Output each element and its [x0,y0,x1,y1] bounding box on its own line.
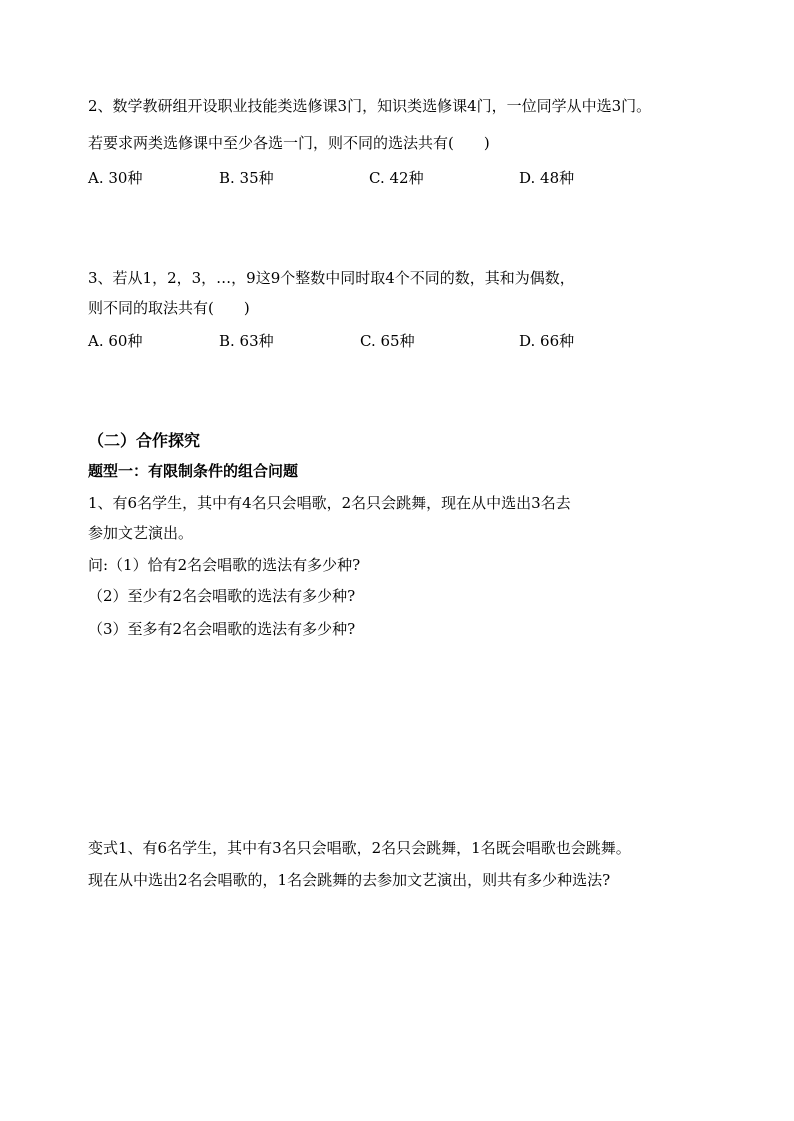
problem1-stem-line2: 参加文艺演出。 [88,524,194,542]
q2-option-c: C. 42种 [369,169,424,187]
q2-stem-line1: 2、数学教研组开设职业技能类选修课3门，知识类选修课4门，一位同学从中选3门。 [88,97,652,115]
q3-stem-line1: 3、若从1，2，3，…，9这9个整数中同时取4个不同的数，其和为偶数， [88,269,575,287]
q3-option-d: D. 66种 [519,332,575,350]
problem1-subquestion-2: （2）至少有2名会唱歌的选法有多少种? [88,587,356,605]
q3-option-a: A. 60种 [88,332,143,350]
q2-option-a: A. 30种 [88,169,143,187]
problem1-stem-line1: 1、有6名学生，其中有4名只会唱歌，2名只会跳舞，现在从中选出3名去 [88,494,571,512]
type-title: 题型一：有限制条件的组合问题 [88,462,299,480]
section-heading: （二）合作探究 [88,431,201,450]
q2-option-d: D. 48种 [519,169,575,187]
q3-option-b: B. 63种 [219,332,274,350]
variant1-line1: 变式1、有6名学生，其中有3名只会唱歌，2名只会跳舞，1名既会唱歌也会跳舞。 [88,839,631,857]
q2-option-b: B. 35种 [219,169,274,187]
problem1-subquestion-3: （3）至多有2名会唱歌的选法有多少种? [88,620,356,638]
q2-stem-line2: 若要求两类选修课中至少各选一门，则不同的选法共有( ) [88,134,490,152]
q3-stem-line2: 则不同的取法共有( ) [88,299,250,317]
q3-option-c: C. 65种 [360,332,415,350]
variant1-line2: 现在从中选出2名会唱歌的，1名会跳舞的去参加文艺演出，则共有多少种选法? [88,871,611,889]
problem1-subquestion-1: 问:（1）恰有2名会唱歌的选法有多少种? [88,556,361,574]
